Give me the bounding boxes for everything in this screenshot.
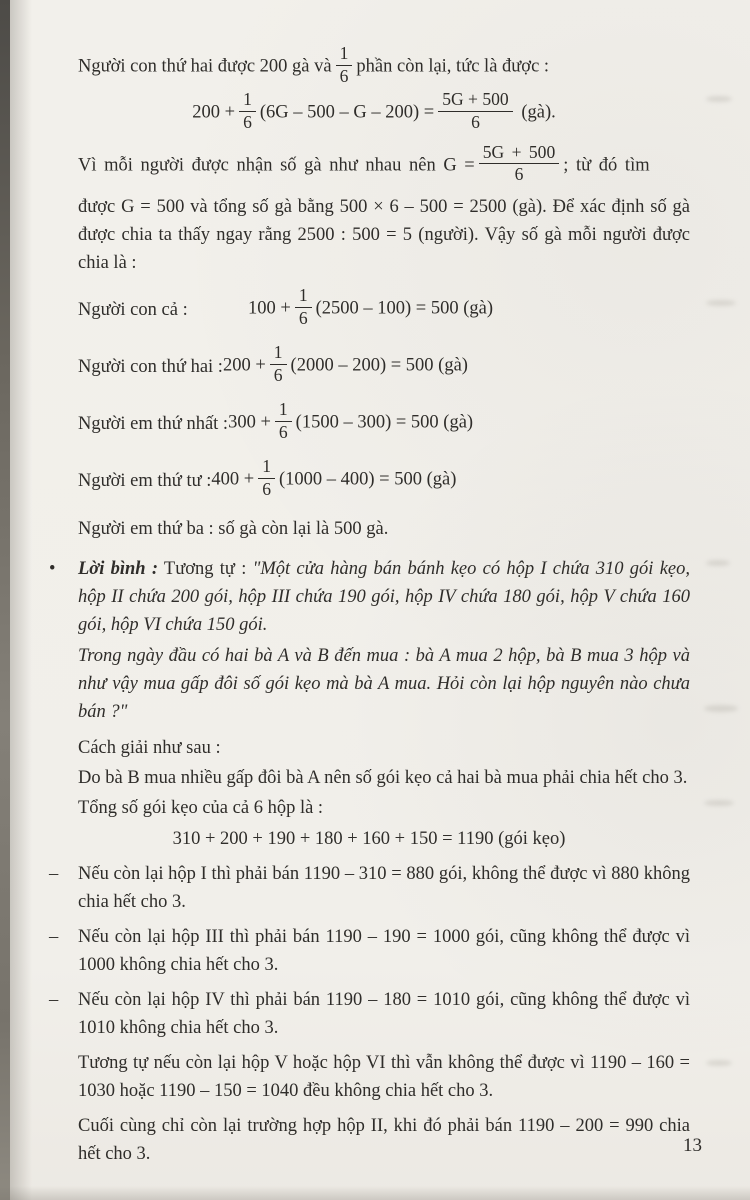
page-content [49,40,690,1175]
bleed-through-artifact [706,300,736,306]
closing-paragraph-2: Cuối cùng chỉ còn lại trường hợp hộp II, khi đó phải bán 1190 – 200 = 990 chia hết cho 3. [78,1116,690,1165]
share-expression: 200 + $\frac{1}{6}$ (2000 – 200) = 500 (gà) [222,342,468,386]
share-label: Người em thứ tư : [78,470,212,491]
intro-pre: Người con thứ hai được 200 gà và [78,56,332,77]
solution-intro: Cách giải như sau : [78,738,221,759]
fraction-one-sixth: $\frac{1}{6}$ [336,44,353,86]
case-item-hop-1: – Nếu còn lại hộp I thì phải bán 1190 – 310 = 880 gói, không thể được vì 880 không chia hết cho 3. [78,860,690,916]
main-equation [78,89,690,134]
quoted-problem-part2: Trong ngày đầu có hai bà A và B đến mua : bà A mua 2 hộp, bà B mua 3 hộp và như vậy mua gấp đôi số gói kẹo mà bà A mua. Hỏi còn lại hộp nguyên nào chưa bán ?" [78,646,690,723]
fraction-one-sixth: $\frac{1}{6}$ [270,343,287,385]
solution-step2: Tổng số gói kẹo của cả 6 hộp là : [78,798,324,819]
fraction-5g-500-over-6: $\frac{5G + 500}{6}$ [479,143,560,185]
eq-pre: 200 + [192,102,236,123]
scan-edge-fade [10,0,32,1200]
g-derivation-line [78,141,690,187]
fraction-one-sixth: $\frac{1}{6}$ [258,457,275,499]
g-pre: Vì mỗi người được nhận số gà như nhau nên G = [78,155,475,176]
share-row-con-ca [78,281,690,338]
g-derivation-rest: được G = 500 và tổng số gà bằng 500 × 6 – 500 = 2500 (gà). Để xác định số gà được chia ta thấy ngay rằng 2500 : 500 = 5 (người). Vậy số gà mỗi người được chia là : [78,197,690,274]
case-item-hop-4: – Nếu còn lại hộp IV thì phải bán 1190 – 180 = 1010 gói, cũng không thể được vì 1010 không chia hết cho 3. [78,986,690,1042]
bleed-through-artifact [704,705,738,712]
closing-paragraph-1: Tương tự nếu còn lại hộp V hoặc hộp VI thì vẫn không thể được vì 1190 – 160 = 1030 hoặc 1190 – 150 = 1040 đều không chia hết cho 3. [78,1053,690,1102]
bleed-through-artifact [706,96,732,102]
quoted-problem-part1: "Một cửa hàng bán bánh kẹo có hộp I chứa 310 gói kẹo, hộp II chứa 200 gói, hộp III chứa 190 gói, hộp IV chứa 180 gói, hộp V chứa 160 gói, hộp VI chứa 150 gói. [78,559,690,636]
eq-mid: (6G – 500 – G – 200) = [259,102,435,123]
bleed-through-artifact [706,560,730,566]
bleed-through-artifact [706,1060,732,1066]
bleed-through-artifact [704,800,734,806]
loi-binh-label: Lời bình : [78,559,158,580]
share-expression: 100 + $\frac{1}{6}$ (2500 – 100) = 500 (gà) [248,285,494,329]
share-label: Người con cả : [78,299,188,320]
page-number: 13 [683,1135,702,1156]
fraction-5g-500-over-6: $\frac{5G + 500}{6}$ [438,90,513,132]
scan-bottom-shade [0,1186,750,1200]
case-item-hop-3: – Nếu còn lại hộp III thì phải bán 1190 – 190 = 1000 gói, cũng không thể được vì 1000 không chia hết cho 3. [78,923,690,979]
loi-binh-paragraph [49,555,690,639]
dash-marker: – [49,864,59,885]
share-label: Người con thứ hai : [78,356,223,377]
fraction-one-sixth: $\frac{1}{6}$ [295,286,312,328]
share-row-em-thu-tu [78,452,690,509]
g-post: ; từ đó tìm [563,155,650,176]
share-list [78,281,690,509]
share-expression: 300 + $\frac{1}{6}$ (1500 – 300) = 500 (gà) [228,399,474,443]
share-row-con-thu-hai [78,338,690,395]
share-row-em-thu-nhat [78,395,690,452]
solution-step1: Do bà B mua nhiều gấp đôi bà A nên số gói kẹo cả hai bà mua phải chia hết cho 3. [78,768,688,789]
share-row-em-thu-ba: Người em thứ ba : số gà còn lại là 500 gà. [78,519,389,540]
scan-edge-shadow [0,0,10,1200]
eq-post: (gà). [521,102,556,123]
loi-binh-intro-word: Tương tự : [163,559,247,580]
fraction-one-sixth: $\frac{1}{6}$ [239,90,256,132]
sum-equation: 310 + 200 + 190 + 180 + 160 + 150 = 1190 (gói kẹo) [172,829,566,850]
dash-marker: – [49,927,59,948]
intro-line [78,43,690,88]
intro-post: phần còn lại, tức là được : [356,56,550,77]
share-expression: 400 + $\frac{1}{6}$ (1000 – 400) = 500 (gà) [211,456,457,500]
share-label: Người em thứ nhất : [78,413,229,434]
fraction-one-sixth: $\frac{1}{6}$ [275,400,292,442]
bullet-marker: • [49,559,56,580]
dash-marker: – [49,990,59,1011]
